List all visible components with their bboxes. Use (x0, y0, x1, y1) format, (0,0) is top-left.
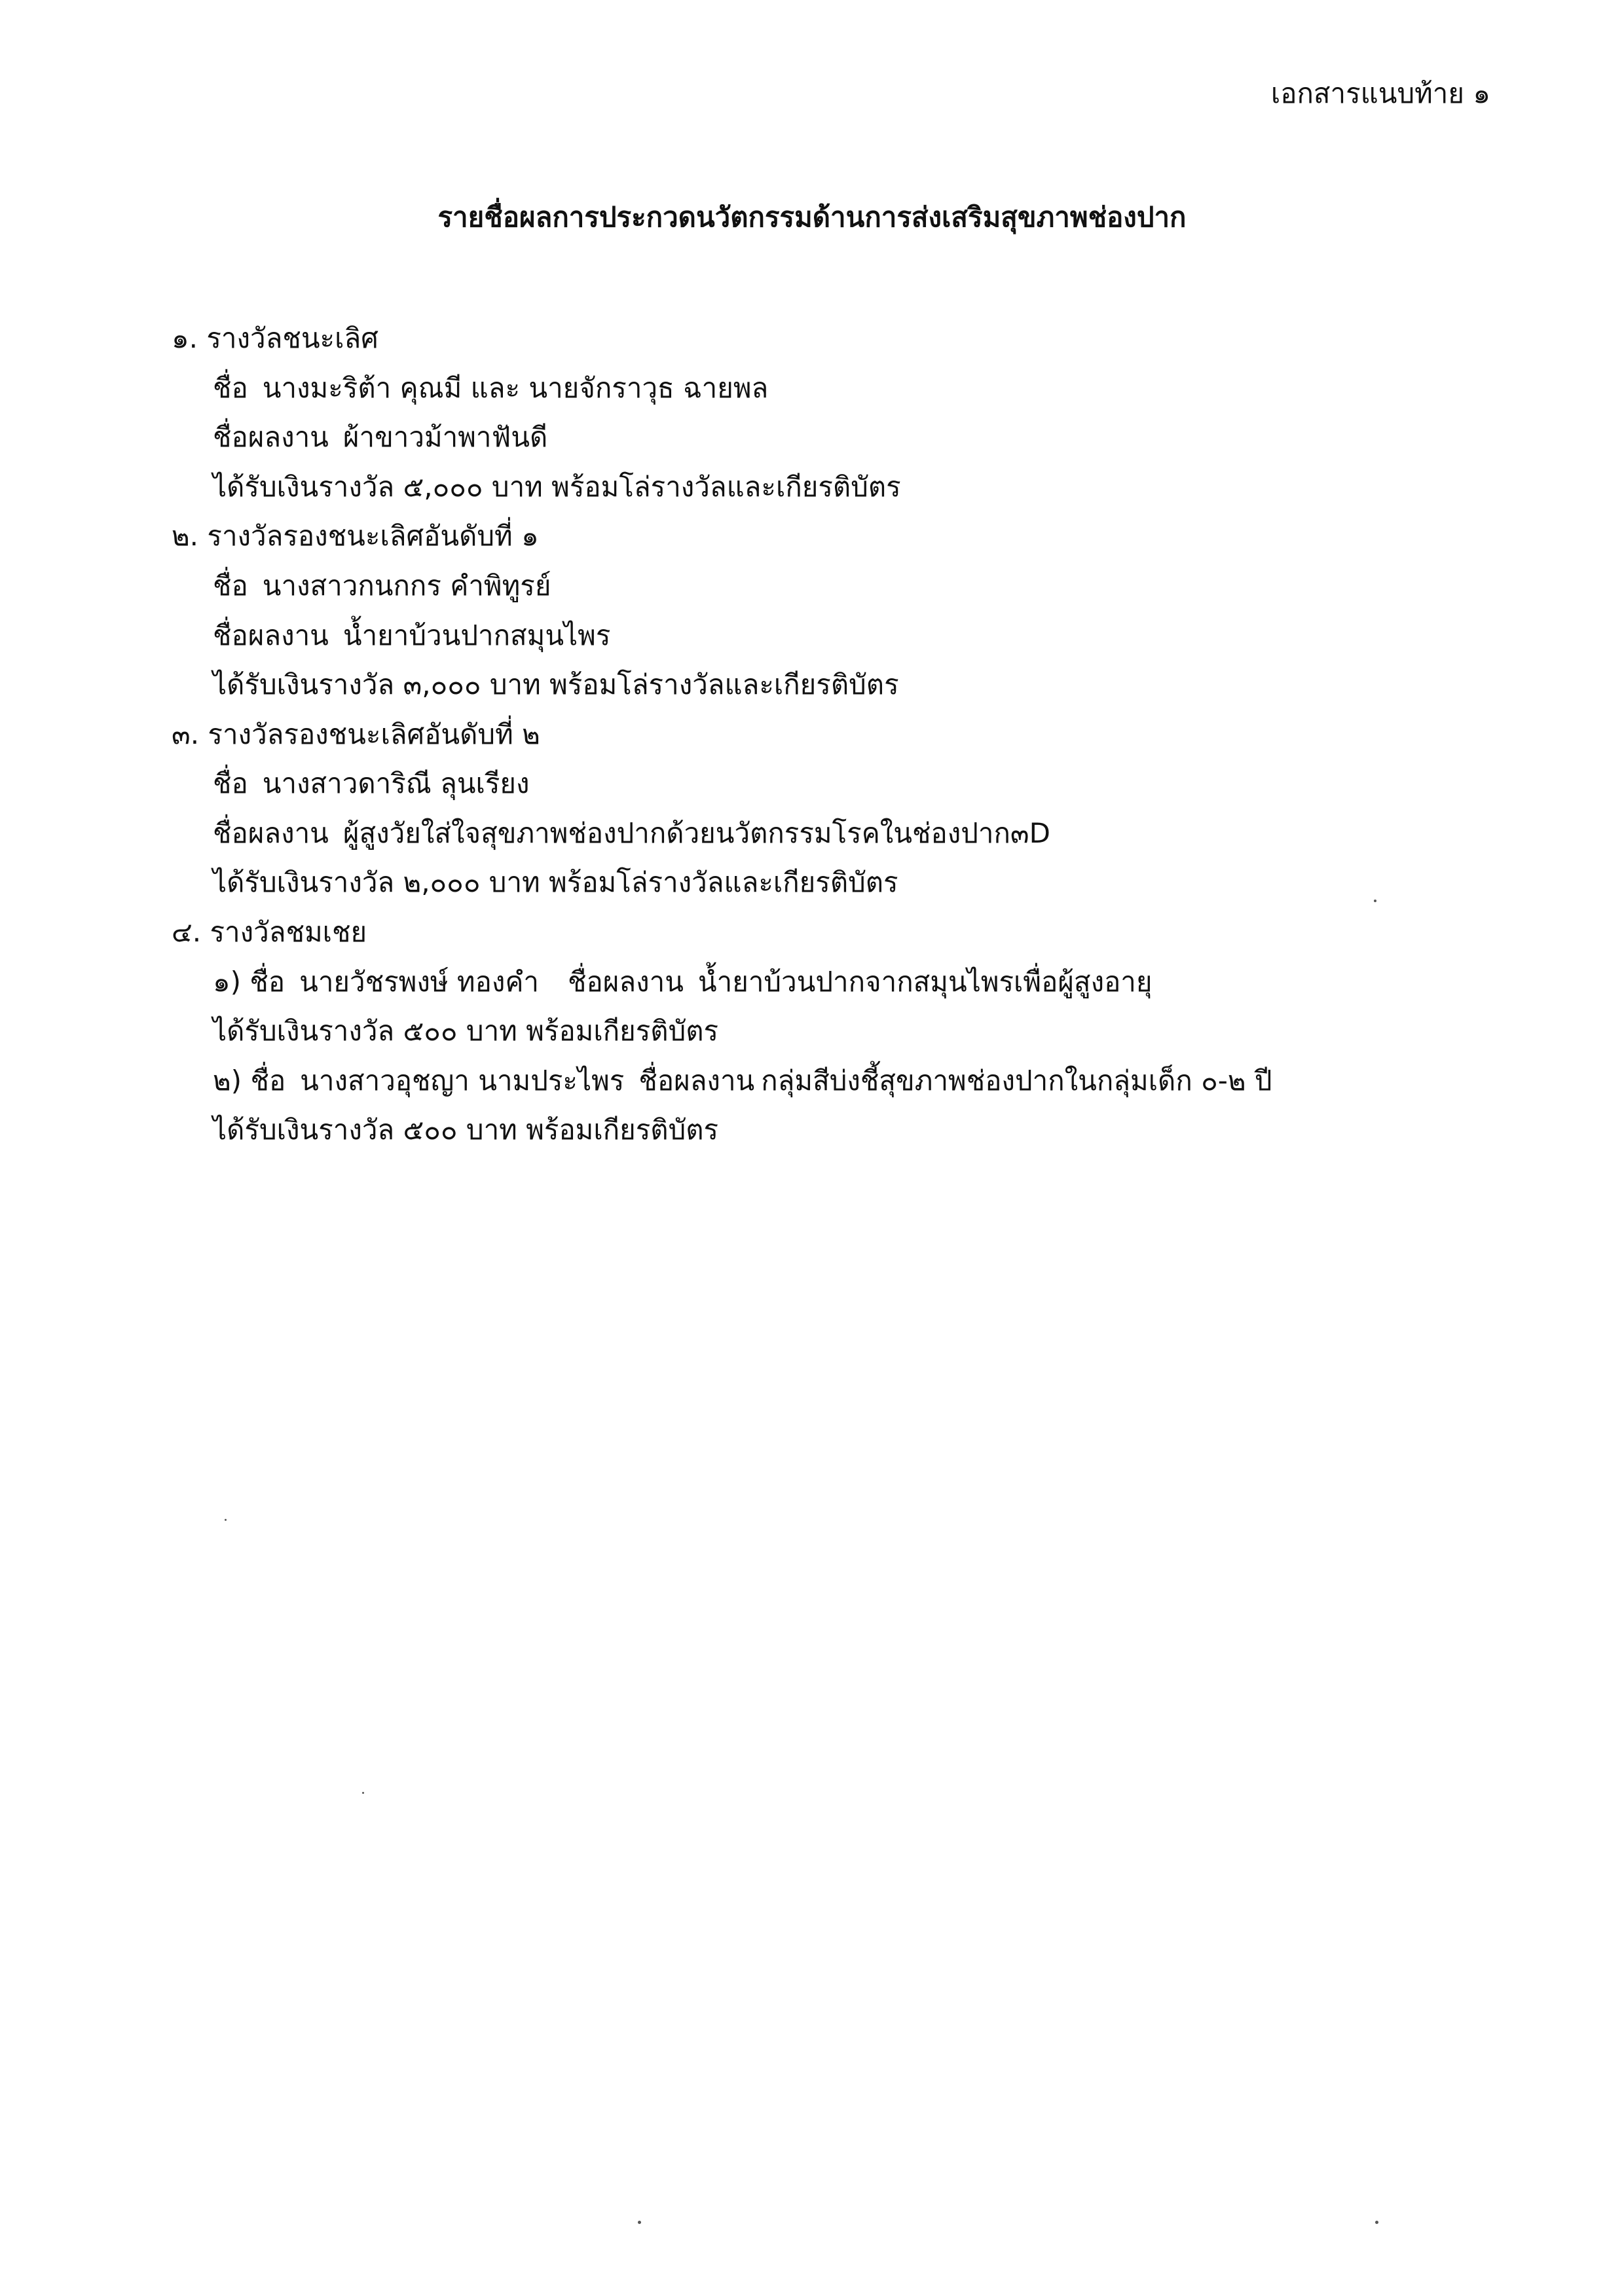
award-1-prize: ได้รับเงินรางวัล ๕,๐๐๐ บาท พร้อมโล่รางวัลและเกียรติบัตร (213, 471, 901, 503)
entry-index: ๒) (213, 1065, 242, 1097)
work-value: ผ้าขาวม้าพาฟันดี (342, 421, 548, 453)
scan-speck (638, 2221, 641, 2224)
name-value: นางสาวดาริณี ลุนเรียง (262, 767, 530, 799)
document-title: รายชื่อผลการประกวดนวัตกรรมด้านการส่งเสริมสุขภาพช่องปาก (437, 201, 1187, 233)
award-2-name-line (213, 566, 551, 606)
scan-speck (362, 1792, 364, 1794)
work-label: ชื่อผลงาน (638, 1065, 755, 1097)
name-value: นางมะริต้า คุณมี และ นายจักราวุธ ฉายพล (262, 372, 769, 404)
work-label: ชื่อผลงาน (568, 966, 684, 998)
award-2-heading: ๒. รางวัลรองชนะเลิศอันดับที่ ๑ (172, 520, 539, 552)
attachment-label: เอกสารแนบท้าย ๑ (1270, 77, 1490, 109)
scan-speck (225, 1519, 227, 1521)
scan-speck (1375, 2221, 1378, 2224)
award-3-work-line (213, 814, 1050, 853)
name-value: นางสาวอุชญา นามประไพร (300, 1065, 625, 1097)
award-2-prize: ได้รับเงินรางวัล ๓,๐๐๐ บาท พร้อมโล่รางวัลและเกียรติบัตร (213, 668, 899, 701)
work-label: ชื่อผลงาน (213, 817, 329, 849)
name-label: ชื่อ (249, 966, 286, 998)
honorable-1-line (213, 962, 1153, 1002)
work-value: ผู้สูงวัยใส่ใจสุขภาพช่องปากด้วยนวัตกรรมโรคในช่องปาก๓D (342, 817, 1050, 849)
name-label: ชื่อ (213, 767, 248, 799)
honorable-heading: ๔. รางวัลชมเชย (172, 916, 367, 948)
work-label: ชื่อผลงาน (213, 619, 329, 651)
name-value: นางสาวกนกกร คำพิทูรย์ (262, 570, 551, 602)
honorable-2-prize: ได้รับเงินรางวัล ๕๐๐ บาท พร้อมเกียรติบัตร (213, 1114, 719, 1146)
award-1-heading: ๑. รางวัลชนะเลิศ (172, 322, 378, 354)
award-2-work-line (213, 616, 610, 655)
award-3-prize: ได้รับเงินรางวัล ๒,๐๐๐ บาท พร้อมโล่รางวัลและเกียรติบัตร (213, 866, 898, 898)
award-3-heading: ๓. รางวัลรองชนะเลิศอันดับที่ ๒ (172, 718, 540, 750)
award-3-name-line (213, 764, 530, 803)
scan-speck (1374, 900, 1376, 902)
honorable-1-prize: ได้รับเงินรางวัล ๕๐๐ บาท พร้อมเกียรติบัตร (213, 1015, 719, 1047)
award-1-work-line (213, 418, 547, 457)
name-value: นายวัชรพงษ์ ทองคำ (299, 966, 540, 998)
name-label: ชื่อ (213, 570, 248, 602)
award-1-name-line (213, 369, 768, 408)
name-label: ชื่อ (213, 372, 248, 404)
entry-index: ๑) (213, 966, 242, 998)
honorable-2-line (213, 1061, 1272, 1101)
work-label: ชื่อผลงาน (213, 421, 329, 453)
work-value: น้ำยาบ้วนปากจากสมุนไพรเพื่อผู้สูงอายุ (697, 966, 1153, 998)
name-label: ชื่อ (250, 1065, 286, 1097)
work-value: น้ำยาบ้วนปากสมุนไพร (342, 619, 611, 651)
work-value: กลุ่มสีบ่งชี้สุขภาพช่องปากในกลุ่มเด็ก ๐-๒ ปี (761, 1065, 1272, 1097)
